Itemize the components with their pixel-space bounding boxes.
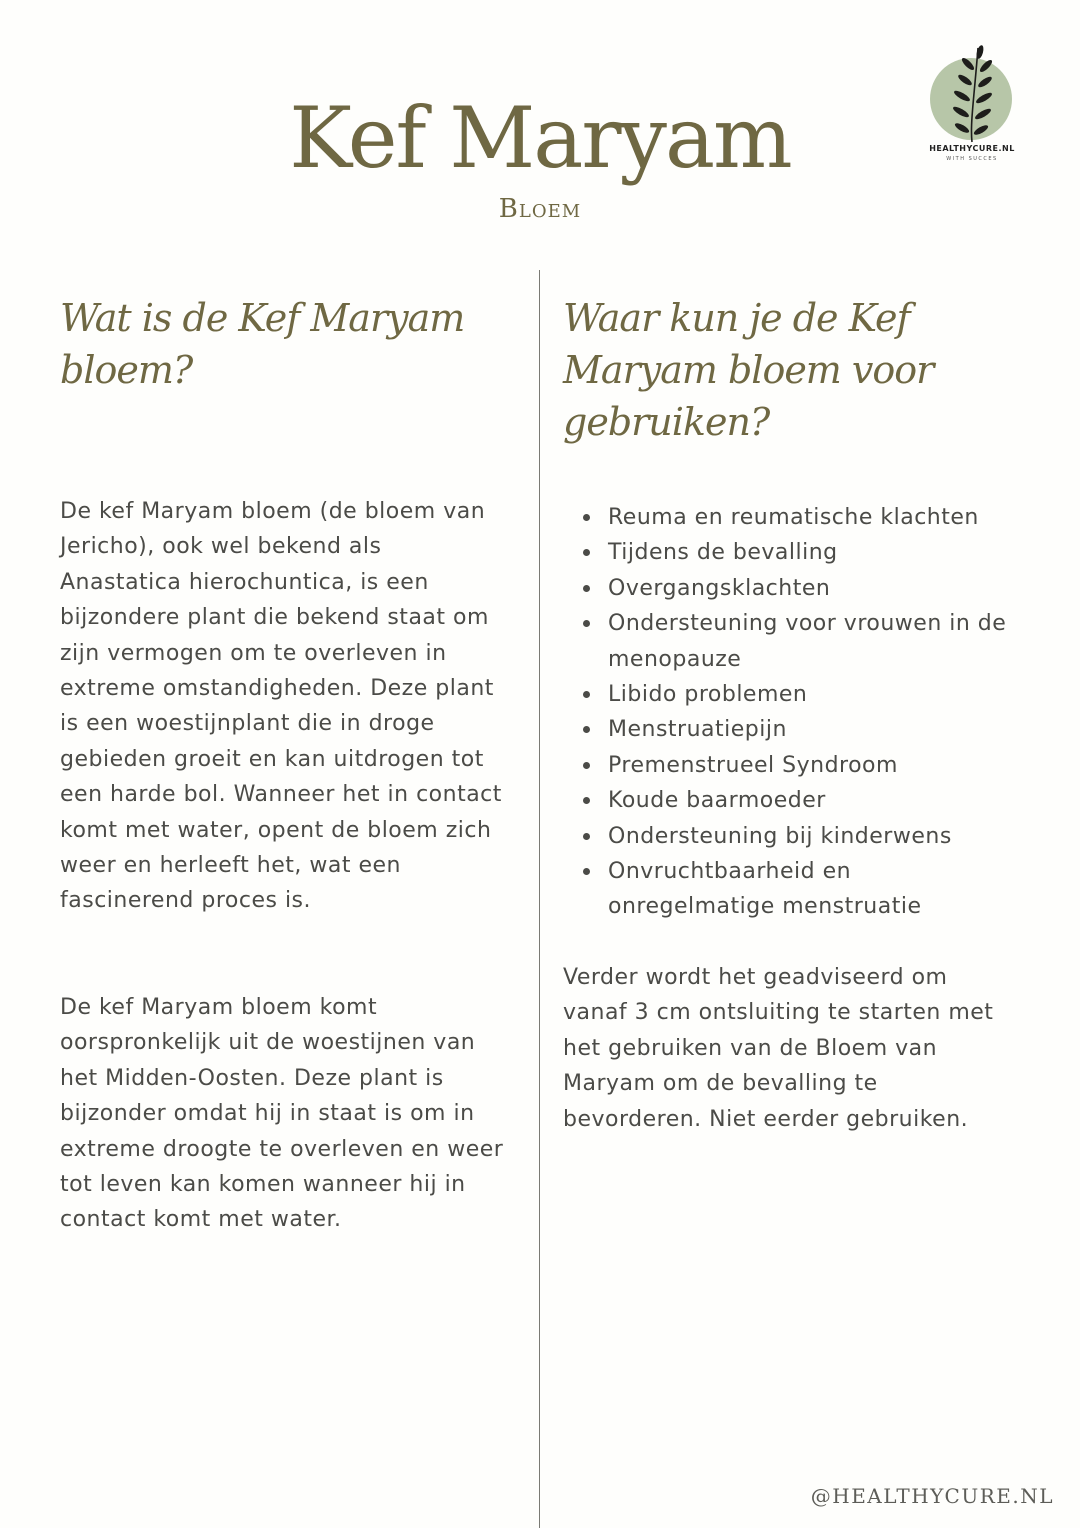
page-subtitle: Bloem: [498, 194, 582, 224]
column-divider: [539, 270, 540, 1528]
leaf-branch-icon: [934, 44, 1010, 184]
bullet-icon: [583, 585, 590, 592]
list-item: [563, 500, 1013, 535]
list-item: [563, 571, 1013, 606]
right-heading: Waar kun je de Kef Maryam bloem voor gebruiken?: [563, 296, 934, 444]
list-item: [563, 783, 1013, 818]
list-item-text: Premenstrueel Syndroom: [608, 752, 898, 778]
intro-paragraph: De kef Maryam bloem (de bloem van Jericho), ook wel bekend als Anastatica hierochuntica, is een bijzondere plant die bekend staat om zijn vermogen om te overleven in extreme omstandigheden. Deze plant is een woestijnplant die in droge gebieden groeit en kan uitdrogen tot een harde bol. Wanneer het in contact komt met water, opent de bloem zich weer en herleeft het, wat een fascinerend proces is.: [60, 499, 502, 914]
list-item-text: Koude baarmoeder: [608, 788, 826, 814]
list-item: [563, 819, 1013, 854]
list-item-text: Libido problemen: [608, 682, 808, 708]
list-item-text: Onvruchtbaarheid en onregelmatige menstruatie: [608, 859, 922, 920]
bullet-icon: [583, 620, 590, 627]
list-item: [563, 854, 1013, 925]
social-handle: @HEALTHYCURE.NL: [810, 1484, 1054, 1508]
list-item-text: Ondersteuning voor vrouwen in de menopauze: [608, 611, 1007, 672]
advice-paragraph: Verder wordt het geadviseerd om vanaf 3 cm ontsluiting te starten met het gebruiken van de Bloem van Maryam om de bevalling te bevorderen. Niet eerder gebruiken.: [563, 965, 994, 1132]
list-item-text: Reuma en reumatische klachten: [608, 505, 979, 530]
list-item-text: Overgangsklachten: [608, 575, 831, 601]
bullet-icon: [583, 691, 590, 698]
logo-tagline: WITH SUCCES: [946, 156, 998, 162]
list-item: [563, 535, 1013, 570]
bullet-icon: [583, 726, 590, 733]
bullet-icon: [583, 797, 590, 804]
list-item-text: Tijdens de bevalling: [608, 540, 838, 566]
list-item: [563, 712, 1013, 747]
bullet-icon: [583, 514, 590, 521]
list-item-text: Ondersteuning bij kinderwens: [608, 823, 952, 849]
bullet-icon: [583, 833, 590, 840]
origin-paragraph: De kef Maryam bloem komt oorspronkelijk uit de woestijnen van het Midden-Oosten. Deze plant is bijzonder omdat hij in staat is om in extreme droogte te overleven en weer tot leven kan komen wanneer hij in contact komt met water.: [60, 995, 504, 1233]
list-item: [563, 748, 1013, 783]
page-title: Kef Maryam: [289, 89, 791, 187]
uses-list: [563, 500, 1013, 925]
list-item: [563, 677, 1013, 712]
logo-brand-name: HEALTHYCURE.NL: [929, 144, 1015, 153]
list-item-text: Menstruatiepijn: [608, 717, 787, 743]
bullet-icon: [583, 762, 590, 769]
bullet-icon: [583, 868, 590, 875]
left-heading: Wat is de Kef Maryam bloem?: [60, 296, 465, 392]
list-item: [563, 606, 1013, 677]
bullet-icon: [583, 549, 590, 556]
brand-logo: [916, 44, 1028, 168]
